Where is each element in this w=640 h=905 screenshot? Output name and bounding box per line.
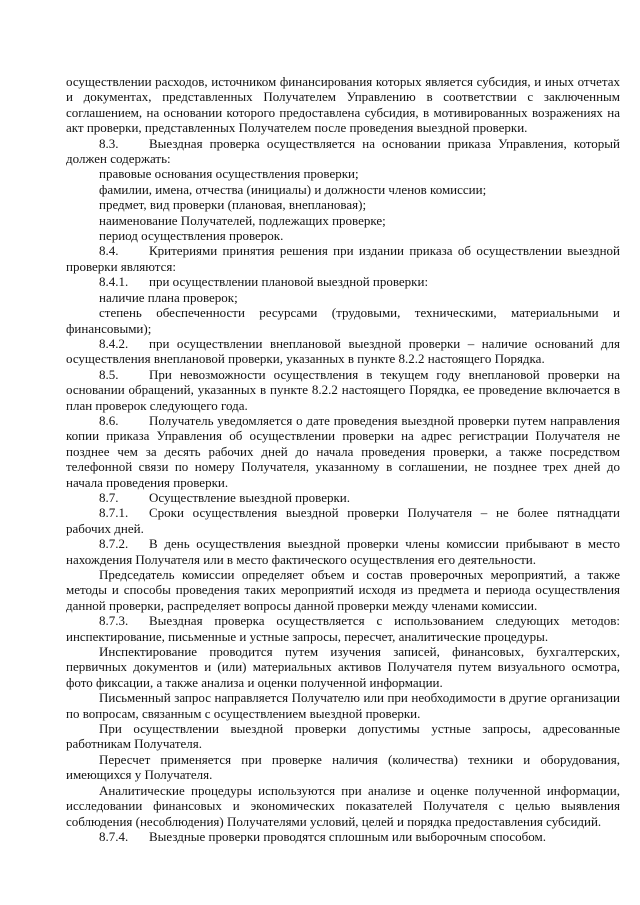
- paragraph-text: при осуществлении внеплановой выездной проверки – наличие оснований для осуществления внеплановой проверки, указанных в пункте 8.2.2 настоящего Порядка.: [66, 335, 620, 367]
- numbered-paragraph: [66, 336, 620, 367]
- paragraph: [66, 644, 620, 690]
- paragraph-text: Выездная проверка осуществляется с использованием следующих методов: инспектирование, письменные и устные запросы, пересчет, аналитические процедуры.: [66, 613, 620, 644]
- clause-number: 8.4.: [99, 243, 119, 259]
- list-item: [66, 166, 620, 181]
- paragraph-text: Получатель уведомляется о дате проведения выездной проверки путем направления копии приказа Управления об осуществлении проверки на адрес регистрации Получателя не позднее чем за десять рабочих дней до начала проведения проверки, а также посредством телефонной связи по номеру Получателя, указанному в соглашении, не позднее трех дней до начала проведения проверки.: [66, 412, 620, 490]
- list-item: [66, 228, 620, 243]
- list-item: [66, 197, 620, 212]
- paragraph-text: Сроки осуществления выездной проверки Получателя – не более пятнадцати рабочих дней.: [66, 505, 620, 536]
- paragraph-text: период осуществления проверок.: [99, 228, 284, 244]
- paragraph-text: Аналитические процедуры используются при анализе и оценке полученной информации, исследовании финансовых и экономических показателей Получателя с целью выявления соблюдения (несоблюдения) Получателями условий, целей и порядка предоставления субсидий.: [66, 782, 620, 829]
- numbered-paragraph: [66, 505, 620, 536]
- paragraph: [66, 690, 620, 721]
- paragraph-text: Критериями принятия решения при издании приказа об осуществлении выездной проверки являются:: [66, 243, 620, 274]
- list-item: [66, 182, 620, 197]
- clause-number: 8.7.2.: [99, 536, 129, 552]
- paragraph-text: осуществлении расходов, источником финансирования которых является субсидия, и иных отчетах и документах, представленных Получателем Управлению в соответствии с заключенным соглашением, на основании которого предоставлена субсидия, в мотивированных возражениях на акт проверки, представленных Получателем после проведения выездной проверки.: [66, 74, 620, 136]
- numbered-paragraph: [66, 243, 620, 274]
- numbered-paragraph: [66, 613, 620, 644]
- paragraph-text: при осуществлении плановой выездной проверки:: [149, 274, 429, 290]
- clause-number: 8.4.1.: [99, 274, 129, 290]
- clause-number: 8.6.: [99, 412, 119, 428]
- paragraph-text: Осуществление выездной проверки.: [149, 489, 350, 505]
- paragraph-text: наименование Получателей, подлежащих проверке;: [99, 212, 386, 228]
- paragraph-text: Пересчет применяется при проверке наличия (количества) техники и оборудования, имеющихся у Получателя.: [66, 751, 620, 783]
- paragraph-text: степень обеспеченности ресурсами (трудовыми, техническими, материальными и финансовыми);: [66, 305, 620, 336]
- clause-number: 8.7.1.: [99, 505, 129, 521]
- numbered-paragraph: [66, 536, 620, 567]
- paragraph-text: фамилии, имена, отчества (инициалы) и должности членов комиссии;: [99, 181, 487, 197]
- paragraph: [66, 752, 620, 783]
- clause-number: 8.3.: [99, 135, 119, 151]
- clause-number: 8.4.2.: [99, 335, 129, 351]
- clause-number: 8.7.3.: [99, 613, 129, 629]
- paragraph-text: Председатель комиссии определяет объем и состав проверочных мероприятий, а также методы и способы проведения таких мероприятий исходя из предмета и периода осуществления данной проверки, распределяет вопросы данной проверки между членами комиссии.: [66, 567, 620, 613]
- paragraph-text: При невозможности осуществления в текущем году внеплановой проверки на основании обращений, указанных в пункте 8.2.2 настоящего Порядка, ее проведение включается в план проверок следующего года.: [66, 366, 620, 413]
- paragraph: [66, 74, 620, 136]
- numbered-paragraph: [66, 274, 620, 289]
- paragraph: [66, 721, 620, 752]
- clause-number: 8.5.: [99, 366, 119, 382]
- paragraph: [66, 783, 620, 829]
- paragraph: [66, 305, 620, 336]
- paragraph: [66, 567, 620, 613]
- document-body: [66, 74, 620, 844]
- numbered-paragraph: [66, 367, 620, 413]
- paragraph-text: Инспектирование проводится путем изучения записей, финансовых, бухгалтерских, первичных документов и (или) материальных активов Получателя путем визуального осмотра, фото фиксации, а также анализа и оценки полученной информации.: [66, 644, 620, 690]
- list-item: [66, 290, 620, 305]
- numbered-paragraph: [66, 829, 620, 844]
- list-item: [66, 213, 620, 228]
- paragraph-text: Выездные проверки проводятся сплошным или выборочным способом.: [149, 828, 547, 844]
- clause-number: 8.7.: [99, 489, 119, 505]
- paragraph-text: правовые основания осуществления проверки;: [99, 166, 359, 182]
- numbered-paragraph: [66, 490, 620, 505]
- paragraph-text: При осуществлении выездной проверки допустимы устные запросы, адресованные работникам Получателя.: [66, 721, 620, 752]
- paragraph-text: предмет, вид проверки (плановая, внеплановая);: [99, 197, 367, 213]
- paragraph-text: наличие плана проверок;: [99, 289, 238, 305]
- paragraph-text: Письменный запрос направляется Получателю или при необходимости в другие организации по вопросам, связанным с осуществлением выездной проверки.: [66, 690, 620, 721]
- paragraph-text: В день осуществления выездной проверки члены комиссии прибывают в место нахождения Получателя или в место фактического осуществления его деятельности.: [66, 536, 620, 567]
- paragraph-text: Выездная проверка осуществляется на основании приказа Управления, который должен содержать:: [66, 135, 620, 167]
- numbered-paragraph: [66, 413, 620, 490]
- numbered-paragraph: [66, 136, 620, 167]
- clause-number: 8.7.4.: [99, 828, 129, 844]
